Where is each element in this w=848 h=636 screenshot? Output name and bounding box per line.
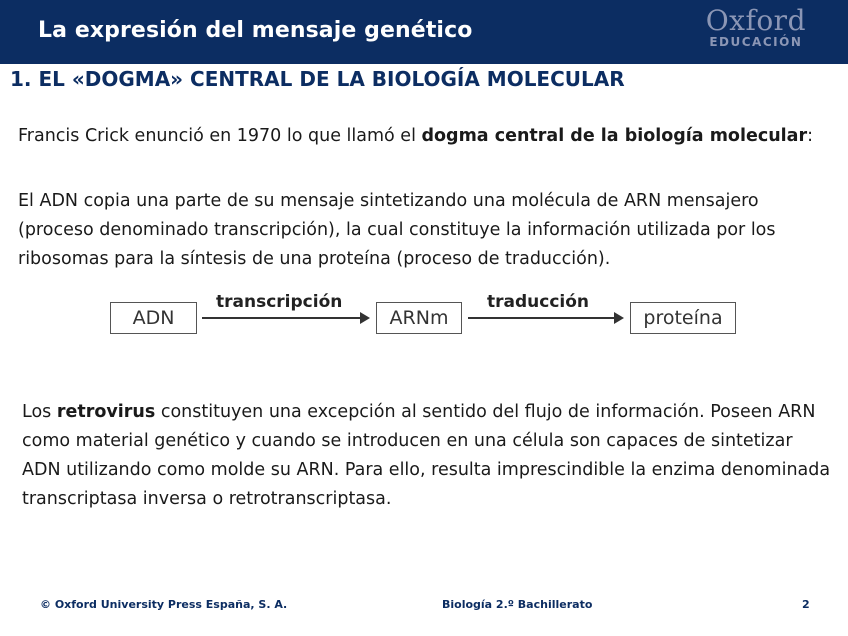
arrow-traduccion <box>468 317 622 319</box>
paragraph-retrovirus-text: Los <box>22 402 57 422</box>
paragraph-crick-end: : <box>807 126 813 146</box>
footer-course: Biología 2.º Bachillerato <box>442 598 593 611</box>
arrow-transcripcion <box>202 317 368 319</box>
central-dogma-diagram <box>0 286 848 346</box>
box-proteina: proteína <box>630 302 736 334</box>
paragraph-adn: El ADN copia una parte de su mensaje sintetizando una molécula de ARN mensajero (proceso denominado transcripción), la cual constituye la información utilizada por los ribosomas para la síntesis de una proteína (proceso de traducción). <box>18 191 776 269</box>
header-title: La expresión del mensaje genético <box>38 18 473 43</box>
section-title: 1. EL «DOGMA» CENTRAL DE LA BIOLOGÍA MOLECULAR <box>10 67 625 91</box>
oxford-logo <box>706 6 806 49</box>
box-arnm: ARNm <box>376 302 462 334</box>
paragraph-crick-text: Francis Crick enunció en 1970 lo que llamó el <box>18 126 422 146</box>
box-adn: ADN <box>110 302 197 334</box>
paragraph-retrovirus <box>22 398 832 514</box>
paragraph-retrovirus-rest: constituyen una excepción al sentido del flujo de información. Poseen ARN como material genético y cuando se introducen en una célula son capaces de sintetizar ADN utilizando como molde su ARN. Para ello, resulta imprescindible la enzima denominada transcriptasa inversa o retrotranscriptasa. <box>22 402 831 509</box>
paragraph-retrovirus-bold: retrovirus <box>56 402 156 422</box>
label-traduccion: traducción <box>487 292 590 312</box>
paragraph-crick <box>18 122 828 151</box>
paragraph-crick-bold: dogma central de la biología molecular <box>421 126 808 146</box>
footer-copyright: © Oxford University Press España, S. A. <box>40 598 288 611</box>
footer-page-number: 2 <box>802 598 810 611</box>
logo-main-text: Oxford <box>705 4 806 37</box>
label-transcripcion: transcripción <box>216 292 343 312</box>
slide-header <box>0 0 848 64</box>
logo-sub-text: EDUCACIÓN <box>709 35 803 49</box>
